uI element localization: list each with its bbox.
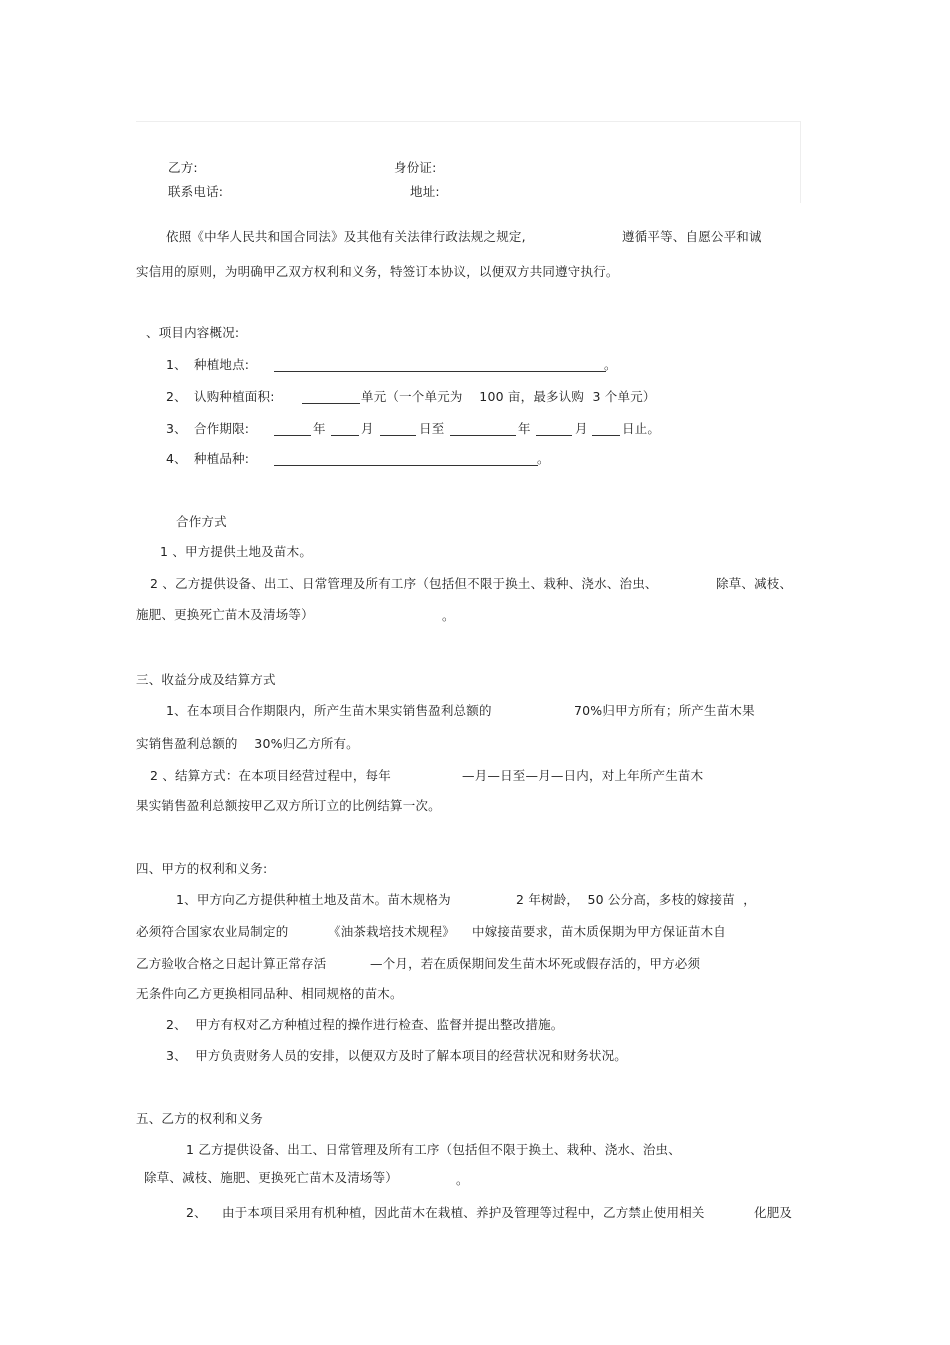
section3-item1b: 70%归甲方所有；所产生苗木果 <box>574 703 755 718</box>
section4-item3: 3、 甲方负责财务人员的安排，以便双方及时了解本项目的经营状况和财务状况。 <box>166 1048 628 1063</box>
section3-item1c: 实销售盈利总额的 30%归乙方所有。 <box>136 736 359 751</box>
end-day-blank <box>592 435 620 436</box>
section2-item2d: 。 <box>442 608 455 623</box>
section3-heading: 三、收益分成及结算方式 <box>136 672 276 687</box>
section1-item4-end: 。 <box>537 451 550 466</box>
section1-item2-num: 2、 <box>166 389 187 404</box>
section1-item3-num: 3、 <box>166 421 187 436</box>
section4-item1b: 2 年树龄， 50 公分高，多枝的嫁接苗 ， <box>516 892 756 907</box>
section1-item1-end: 。 <box>604 357 617 372</box>
section1-item3-month2: 月 <box>575 421 588 436</box>
section4-item1f: 乙方验收合格之日起计算正常存活 <box>136 956 327 971</box>
start-year-blank <box>274 435 311 436</box>
section3-item2a: 2 、结算方式：在本项目经营过程中，每年 <box>150 768 391 783</box>
section4-item1d: 《油茶栽培技术规程》 <box>328 924 456 939</box>
section4-item1e: 中嫁接苗要求，苗木质保期为甲方保证苗木自 <box>472 924 727 939</box>
section5-item2b: 化肥及 <box>754 1205 793 1220</box>
variety-blank <box>274 465 538 466</box>
section2-item1: 1 、甲方提供土地及苗木。 <box>160 544 313 559</box>
section5-item1c: 。 <box>456 1172 469 1187</box>
section4-item1a: 1、甲方向乙方提供种植土地及苗木。苗木规格为 <box>176 892 451 907</box>
section1-heading: 、项目内容概况: <box>146 325 240 340</box>
section4-item2: 2、 甲方有权对乙方种植过程的操作进行检查、监督并提出整改措施。 <box>166 1017 564 1032</box>
section5-item2a: 由于本项目采用有机种植，因此苗木在栽植、养护及管理等过程中，乙方禁止使用相关 <box>222 1205 705 1220</box>
section1-item3-day-to: 日至 <box>419 421 445 436</box>
section5-item1b: 除草、减枝、施肥、更换死亡苗木及清场等） <box>144 1170 399 1185</box>
section1-item1-num: 1、 <box>166 357 187 372</box>
end-year-blank <box>450 435 516 436</box>
section2-heading: 合作方式 <box>176 514 227 529</box>
section1-item3-year1: 年 <box>313 421 326 436</box>
section1-item3-month1: 月 <box>361 421 374 436</box>
id-card-label: 身份证: <box>394 160 437 175</box>
intro-line-2: 实信用的原则，为明确甲乙双方权利和义务，特签订本协议，以便双方共同遵守执行。 <box>136 264 619 279</box>
start-day-blank <box>380 435 416 436</box>
section2-item2b: 除草、减枝、 <box>716 576 793 591</box>
section3-item2c: 果实销售盈利总额按甲乙双方所订立的比例结算一次。 <box>136 798 441 813</box>
section1-item3-year2: 年 <box>518 421 531 436</box>
start-month-blank <box>331 435 359 436</box>
address-label: 地址: <box>410 184 440 199</box>
header-frame-top-border <box>136 121 800 122</box>
planting-location-blank <box>274 371 606 372</box>
end-month-blank <box>536 435 572 436</box>
section2-item2a: 2 、乙方提供设备、出工、日常管理及所有工序（包括但不限于换土、栽种、浇水、治虫、 <box>150 576 658 591</box>
section5-item2-num: 2、 <box>186 1205 207 1220</box>
section1-item2-text: 单元（一个单元为 100 亩，最多认购 3 个单元） <box>361 389 656 404</box>
section4-item1c: 必须符合国家农业局制定的 <box>136 924 289 939</box>
section1-item1-label: 种植地点: <box>194 357 250 372</box>
area-units-blank <box>302 403 360 404</box>
section1-item3-end: 日止。 <box>622 421 661 436</box>
party-b-label: 乙方: <box>168 160 198 175</box>
intro-line-1a: 依照《中华人民共和国合同法》及其他有关法律行政法规之规定, <box>166 229 526 244</box>
section1-item2-label: 认购种植面积: <box>194 389 275 404</box>
section3-item1a: 1、在本项目合作期限内，所产生苗木果实销售盈利总额的 <box>166 703 492 718</box>
section2-item2c: 施肥、更换死亡苗木及清场等） <box>136 607 314 622</box>
section1-item3-label: 合作期限: <box>194 421 250 436</box>
header-frame-right-border <box>800 121 801 203</box>
section4-item1h: 无条件向乙方更换相同品种、相同规格的苗木。 <box>136 986 403 1001</box>
section1-item4-num: 4、 <box>166 451 187 466</box>
section5-heading: 五、乙方的权利和义务 <box>136 1111 264 1126</box>
section5-item1a: 1 乙方提供设备、出工、日常管理及所有工序（包括但不限于换土、栽种、浇水、治虫、 <box>186 1142 681 1157</box>
section4-item1g: —个月，若在质保期间发生苗木坏死或假存活的，甲方必须 <box>370 956 701 971</box>
section4-heading: 四、甲方的权利和义务: <box>136 861 268 876</box>
intro-line-1b: 遵循平等、自愿公平和诚 <box>622 229 762 244</box>
section1-item4-label: 种植品种: <box>194 451 250 466</box>
phone-label: 联系电话: <box>168 184 224 199</box>
section3-item2b: —月—日至—月—日内，对上年所产生苗木 <box>462 768 704 783</box>
